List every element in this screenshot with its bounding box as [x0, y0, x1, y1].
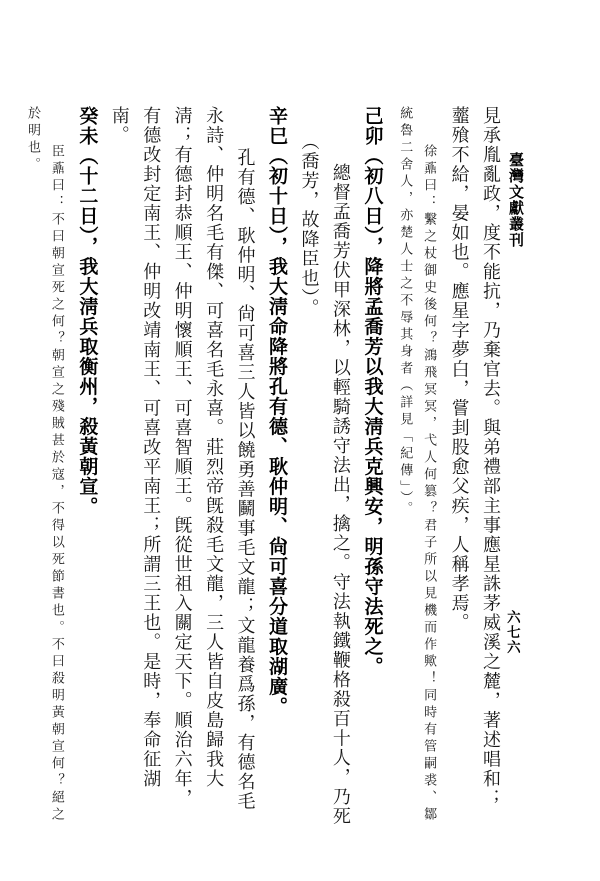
detail-column-2: （喬芳，故降臣也）。	[298, 132, 320, 318]
commentary-1-right-column: 徐鼒曰：繫之杖御史後何？鴻飛冥冥，弋人何篡？君子所以見機而作歟！同時有管嗣裘、鄒	[421, 144, 437, 824]
folio-number: 六七六	[503, 610, 520, 655]
detail-column-3: 孔有德、耿仲明、尙可喜三人皆以饒勇善鬭事毛文龍；文龍養爲孫，有德名毛	[234, 148, 256, 811]
detail-column-1: 總督孟喬芳伏甲深林，以輕騎誘守法出，擒之。守法執鐵鞭格殺百十人，乃死	[329, 163, 351, 826]
text-block	[10, 106, 500, 854]
body-column-2: 虀飱不給，晏如也。應星字夢白，嘗刲股愈父疾，人稱孝焉。	[448, 106, 470, 633]
detail-column-4: 永詩、仲明名毛有傑、可喜名毛永喜。莊烈帝旣殺毛文龍，三人皆自皮島歸我大	[203, 106, 225, 789]
commentary-2-right-column: 臣鼒曰：不曰朝宣死之何？朝宣之殘賊甚於寇，不得以死節書也。不曰殺明黃朝宣何？絕之	[48, 144, 64, 824]
detail-column-7: 南。	[108, 106, 130, 145]
detail-column-5: 淸；有德封恭順王、仲明懷順王、可喜智順王。旣從世祖入關定天下。順治六年，	[171, 106, 193, 808]
commentary-2-left-column: 於明也。	[24, 106, 40, 174]
entry-guiwei-date-column: 癸未（十二日），我大淸兵取衡州，殺黃朝宣。	[76, 106, 99, 517]
commentary-1-left-column: 統魯二舍人，亦楚人士之不辱其身者（詳見「紀傳」）。	[397, 106, 413, 518]
commentary-xu-zi	[394, 106, 437, 854]
detail-column-6: 有德改封定南王、仲明改靖南王、可喜改平南王；所謂三王也。是時，奉命征湖	[140, 106, 162, 789]
entry-jimao-date-column: 己卯（初八日），降將孟喬芳以我大淸兵克興安，明孫守法死之。	[361, 106, 384, 677]
entry-xinsi-date-column: 辛巳（初十日），我大淸命降將孔有德、耿仲明、尙可喜分道取湖廣。	[266, 106, 289, 717]
body-column-1: 見承胤亂政，度不能抗，乃棄官去。與弟禮部主事應星誅茅威溪之麓，著述唱和；	[480, 106, 501, 808]
commentary-chen-zi	[22, 106, 65, 854]
series-title: 臺灣文獻叢刊	[507, 152, 525, 248]
